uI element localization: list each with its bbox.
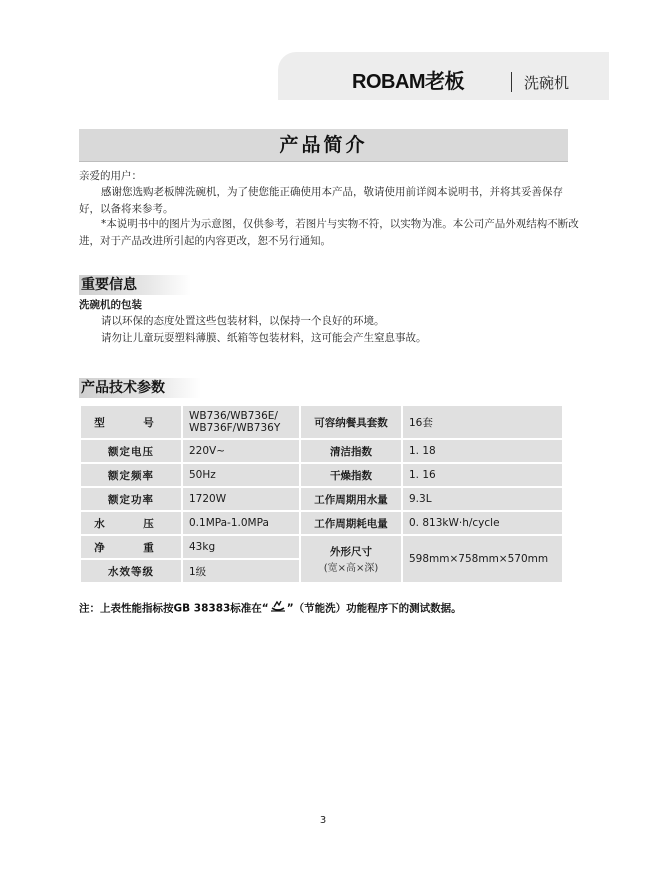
- spec-value: 220V~: [183, 440, 299, 462]
- greeting: 亲爱的用户：: [79, 170, 142, 182]
- intro-paragraph-1: 感谢您选购老板牌洗碗机，为了使您能正确使用本产品，敬请使用前详阅本说明书，并将其妥善保存好，以备将来参考。: [79, 186, 563, 215]
- page-title: 产品简介: [279, 134, 368, 156]
- dimensions-label-cell: [301, 536, 401, 582]
- spec-label: 净 重: [81, 536, 181, 558]
- spec-value: 50Hz: [183, 464, 299, 486]
- product-type: 洗碗机: [524, 74, 570, 92]
- table-row: [81, 406, 562, 438]
- spec-label: 水效等级: [81, 560, 181, 582]
- footer-note-before: 注：上表性能指标按GB 38383标准在“: [79, 602, 269, 615]
- footer-note-after: ”（节能洗）功能程序下的测试数据。: [286, 602, 462, 615]
- page-title-bar: [79, 129, 568, 162]
- spec-label: 工作周期耗电量: [301, 512, 401, 534]
- spec-label: 可容纳餐具套数: [301, 406, 401, 438]
- spec-label: 额定电压: [81, 440, 181, 462]
- spec-label: 型 号: [81, 406, 181, 438]
- page-number: 3: [319, 815, 327, 826]
- section-heading-specs: 产品技术参数: [79, 378, 201, 398]
- eco-wash-icon: [269, 599, 287, 618]
- packaging-line-2: 请勿让儿童玩耍塑料薄膜、纸箱等包装材料，这可能会产生窒息事故。: [101, 332, 427, 344]
- spec-value: 9.3L: [403, 488, 562, 510]
- spec-label: 干燥指数: [301, 464, 401, 486]
- spec-value: WB736/WB736E/ WB736F/WB736Y: [183, 406, 299, 438]
- specs-table: [79, 404, 564, 584]
- spec-label: 额定频率: [81, 464, 181, 486]
- table-row: [81, 488, 562, 510]
- spec-value: 0.1MPa-1.0MPa: [183, 512, 299, 534]
- spec-value: 1720W: [183, 488, 299, 510]
- table-row: [81, 440, 562, 462]
- spec-value: 43kg: [183, 536, 299, 558]
- table-row: [81, 512, 562, 534]
- spec-label: 工作周期用水量: [301, 488, 401, 510]
- spec-value: 16套: [403, 406, 562, 438]
- packaging-subheading: 洗碗机的包装: [79, 299, 142, 311]
- spec-value: 1. 18: [403, 440, 562, 462]
- dimensions-label: 外形尺寸: [330, 546, 372, 558]
- spec-value: 0. 813kW·h/cycle: [403, 512, 562, 534]
- dimensions-value: 598mm×758mm×570mm: [403, 536, 562, 582]
- table-row: [81, 464, 562, 486]
- brand-logo: ROBAM老板: [352, 71, 465, 93]
- brand-separator: [511, 72, 512, 92]
- spec-label: 水 压: [81, 512, 181, 534]
- intro-paragraph-2: *本说明书中的图片为示意图，仅供参考，若图片与实物不符，以实物为准。本公司产品外观结构不断改进，对于产品改进所引起的内容更改，恕不另行通知。: [79, 218, 579, 247]
- section-heading-important: 重要信息: [79, 275, 191, 295]
- spec-value: 1. 16: [403, 464, 562, 486]
- spec-label: 额定功率: [81, 488, 181, 510]
- dimensions-note: (宽×高×深): [323, 563, 379, 574]
- spec-value: 1级: [183, 560, 299, 582]
- packaging-line-1: 请以环保的态度处置这些包装材料，以保持一个良好的环境。: [101, 315, 385, 327]
- table-row: [81, 536, 562, 558]
- footer-note: [79, 599, 462, 618]
- spec-label: 清洁指数: [301, 440, 401, 462]
